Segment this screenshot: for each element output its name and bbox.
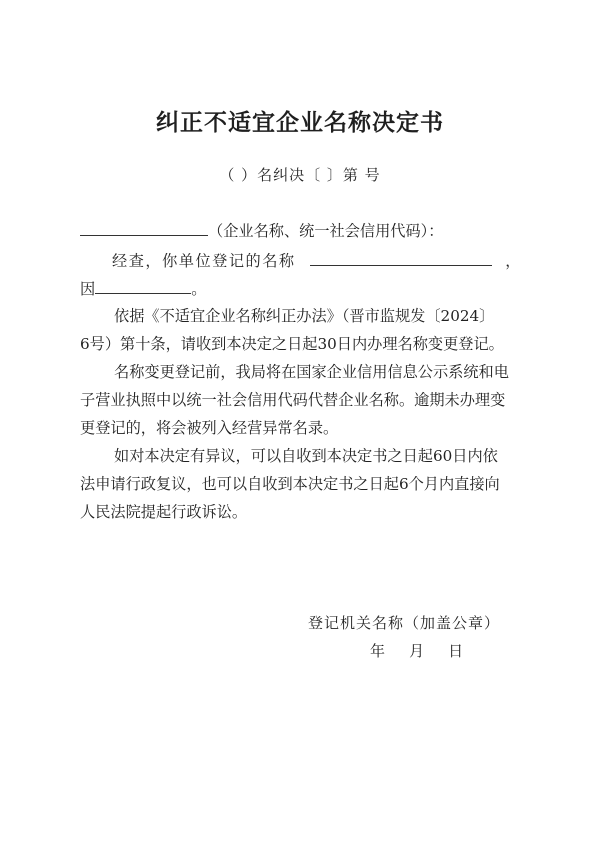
- registered-name-blank[interactable]: [310, 250, 492, 266]
- signature-date: 年 月 日: [370, 642, 465, 660]
- paragraph-2-line-1: 名称变更登记前，我局将在国家企业信用信息公示系统和电: [114, 363, 509, 381]
- document-title: 纠正不适宜企业名称决定书: [156, 109, 444, 136]
- company-name-blank[interactable]: [80, 220, 208, 236]
- paragraph-3-line-1: 如对本决定有异议，可以自收到本决定书之日起60日内依: [114, 447, 498, 465]
- paragraph-2-line-3: 更登记的，将会被列入经营异常名录。: [80, 419, 339, 437]
- registered-name-line: [80, 250, 552, 271]
- registered-name-label: 经查，你单位登记的名称: [112, 252, 296, 270]
- signature-authority: 登记机关名称（加盖公章）: [308, 614, 501, 632]
- reason-blank[interactable]: [95, 278, 191, 294]
- reason-line: [80, 278, 520, 299]
- reason-period: 。: [191, 280, 207, 298]
- paragraph-1-line-2: 6号）第十条，请收到本决定之日起30日内办理名称变更登记。: [80, 335, 504, 353]
- registered-name-comma: ，: [505, 252, 521, 270]
- reason-label: 因: [80, 280, 96, 298]
- addressee-label: （企业名称、统一社会信用代码）：: [208, 222, 444, 240]
- document-number: （ ）名纠决〔 〕第 号: [219, 166, 381, 184]
- addressee-line: [80, 220, 520, 241]
- paragraph-3-line-3: 人民法院提起行政诉讼。: [80, 503, 248, 521]
- paragraph-1-line-1: 依据《不适宜企业名称纠正办法》（晋市监规发〔2024〕: [114, 307, 495, 325]
- paragraph-2-line-2: 子营业执照中以统一社会信用代码代替企业名称。逾期未办理变: [80, 391, 506, 409]
- paragraph-3-line-2: 法申请行政复议，也可以自收到本决定书之日起6个月内直接向: [80, 475, 500, 493]
